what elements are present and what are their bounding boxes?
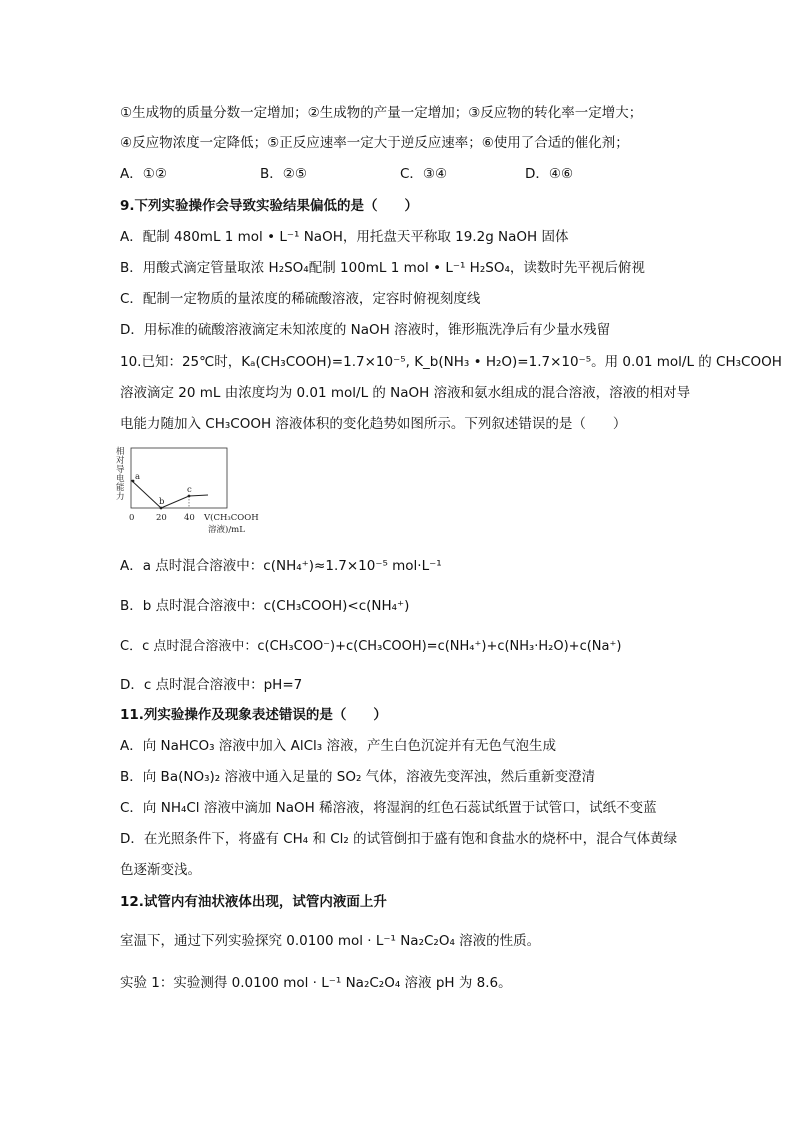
q11-option-b: B．向 Ba(NO₃)₂ 溶液中通入足量的 SO₂ 气体，溶液先变浑浊，然后重新变澄清 [120,769,596,785]
q11-option-a: A．向 NaHCO₃ 溶液中加入 AlCl₃ 溶液，产生白色沉淀并有无色气泡生成 [120,738,556,754]
point-a-label: a [135,472,141,482]
q9-option-d: D．用标准的硫酸溶液滴定未知浓度的 NaOH 溶液时，锥形瓶洗净后有少量水残留 [120,322,611,338]
q10-stem-line-2: 溶液滴定 20 mL 由浓度均为 0.01 mol/L 的 NaOH 溶液和氨水组成的混合溶液，溶液的相对导 [120,385,691,401]
x-axis-label-line-1: V(CH₃COOH [204,513,259,523]
q11-option-d-line-2: 色逐渐变浅。 [120,862,201,878]
q8-option-b: B．②⑤ [260,166,307,182]
q10-option-a: A．a 点时混合溶液中：c(NH₄⁺)≈1.7×10⁻⁵ mol·L⁻¹ [120,558,442,574]
x-tick-40: 40 [184,513,195,523]
q8-options [120,165,680,183]
q9-option-a: A．配制 480mL 1 mol • L⁻¹ NaOH，用托盘天平称取 19.2g NaOH 固体 [120,229,569,245]
point-c-label: c [187,485,192,495]
q11-option-c: C．向 NH₄Cl 溶液中滴加 NaOH 稀溶液，将湿润的红色石蕊试纸置于试管口，试纸不变蓝 [120,800,657,816]
q10-option-d: D．c 点时混合溶液中：pH=7 [120,677,303,693]
q10-stem-line-3: 电能力随加入 CH₃COOH 溶液体积的变化趋势如图所示。下列叙述错误的是（ ） [120,416,627,432]
q9-option-b: B．用酸式滴定管量取浓 H₂SO₄配制 100mL 1 mol • L⁻¹ H₂SO₄，读数时先平视后俯视 [120,260,645,276]
q9-option-c: C．配制一定物质的量浓度的稀硫酸溶液，定容时俯视刻度线 [120,291,481,307]
q8-option-a: A．①② [120,166,167,182]
point-a-marker [132,480,135,483]
y-label-char: 导 [116,465,125,475]
point-c-marker [188,495,191,498]
q10-option-c: C．c 点时混合溶液中：c(CH₃COO⁻)+c(CH₃COOH)=c(NH₄⁺)+c(NH₃·H₂O)+c(Na⁺) [120,639,622,654]
q8-option-d: D．④⑥ [525,166,574,182]
q10-option-b: B．b 点时混合溶液中：c(CH₃COOH)<c(NH₄⁺) [120,598,410,614]
q11-stem: 11.列实验操作及现象表述错误的是（ ） [120,707,387,723]
q12-stem: 12.试管内有油状液体出现，试管内液面上升 [120,894,387,910]
graph-frame [131,448,227,508]
conductivity-curve [131,480,208,508]
point-b-label: b [159,497,165,507]
y-label-char: 力 [116,492,125,502]
q8-condition-line-2: ④反应物浓度一定降低；⑤正反应速率一定大于逆反应速率；⑥使用了合适的催化剂； [120,135,629,151]
q12-experiment-1: 实验 1：实验测得 0.0100 mol · L⁻¹ Na₂C₂O₄ 溶液 pH 为 8.6。 [120,975,512,991]
q11-option-d-line-1: D．在光照条件下，将盛有 CH₄ 和 Cl₂ 的试管倒扣于盛有饱和食盐水的烧杯中，混合气体黄绿 [120,831,678,847]
point-b-marker [160,507,163,510]
graph-y-label [116,446,125,502]
y-label-char: 相 [116,447,125,457]
conductivity-graph [112,444,272,544]
x-tick-20: 20 [156,513,167,523]
y-label-char: 能 [116,483,125,493]
y-label-char: 电 [116,474,125,484]
q12-intro: 室温下，通过下列实验探究 0.0100 mol · L⁻¹ Na₂C₂O₄ 溶液的性质。 [120,933,541,949]
x-axis-label-line-2: 溶液)/mL [208,525,245,535]
q10-stem-line-1: 10.已知：25℃时，Kₐ(CH₃COOH)=1.7×10⁻⁵, K_b(NH₃ • H₂O)=1.7×10⁻⁵。用 0.01 mol/L 的 CH₃COOH [120,354,782,370]
q8-condition-line-1: ①生成物的质量分数一定增加；②生成物的产量一定增加；③反应物的转化率一定增大； [120,105,643,121]
q8-option-c: C．③④ [400,166,448,182]
y-label-char: 对 [116,456,125,466]
q9-stem: 9.下列实验操作会导致实验结果偏低的是（ ） [120,198,419,214]
x-tick-0: 0 [129,513,135,523]
